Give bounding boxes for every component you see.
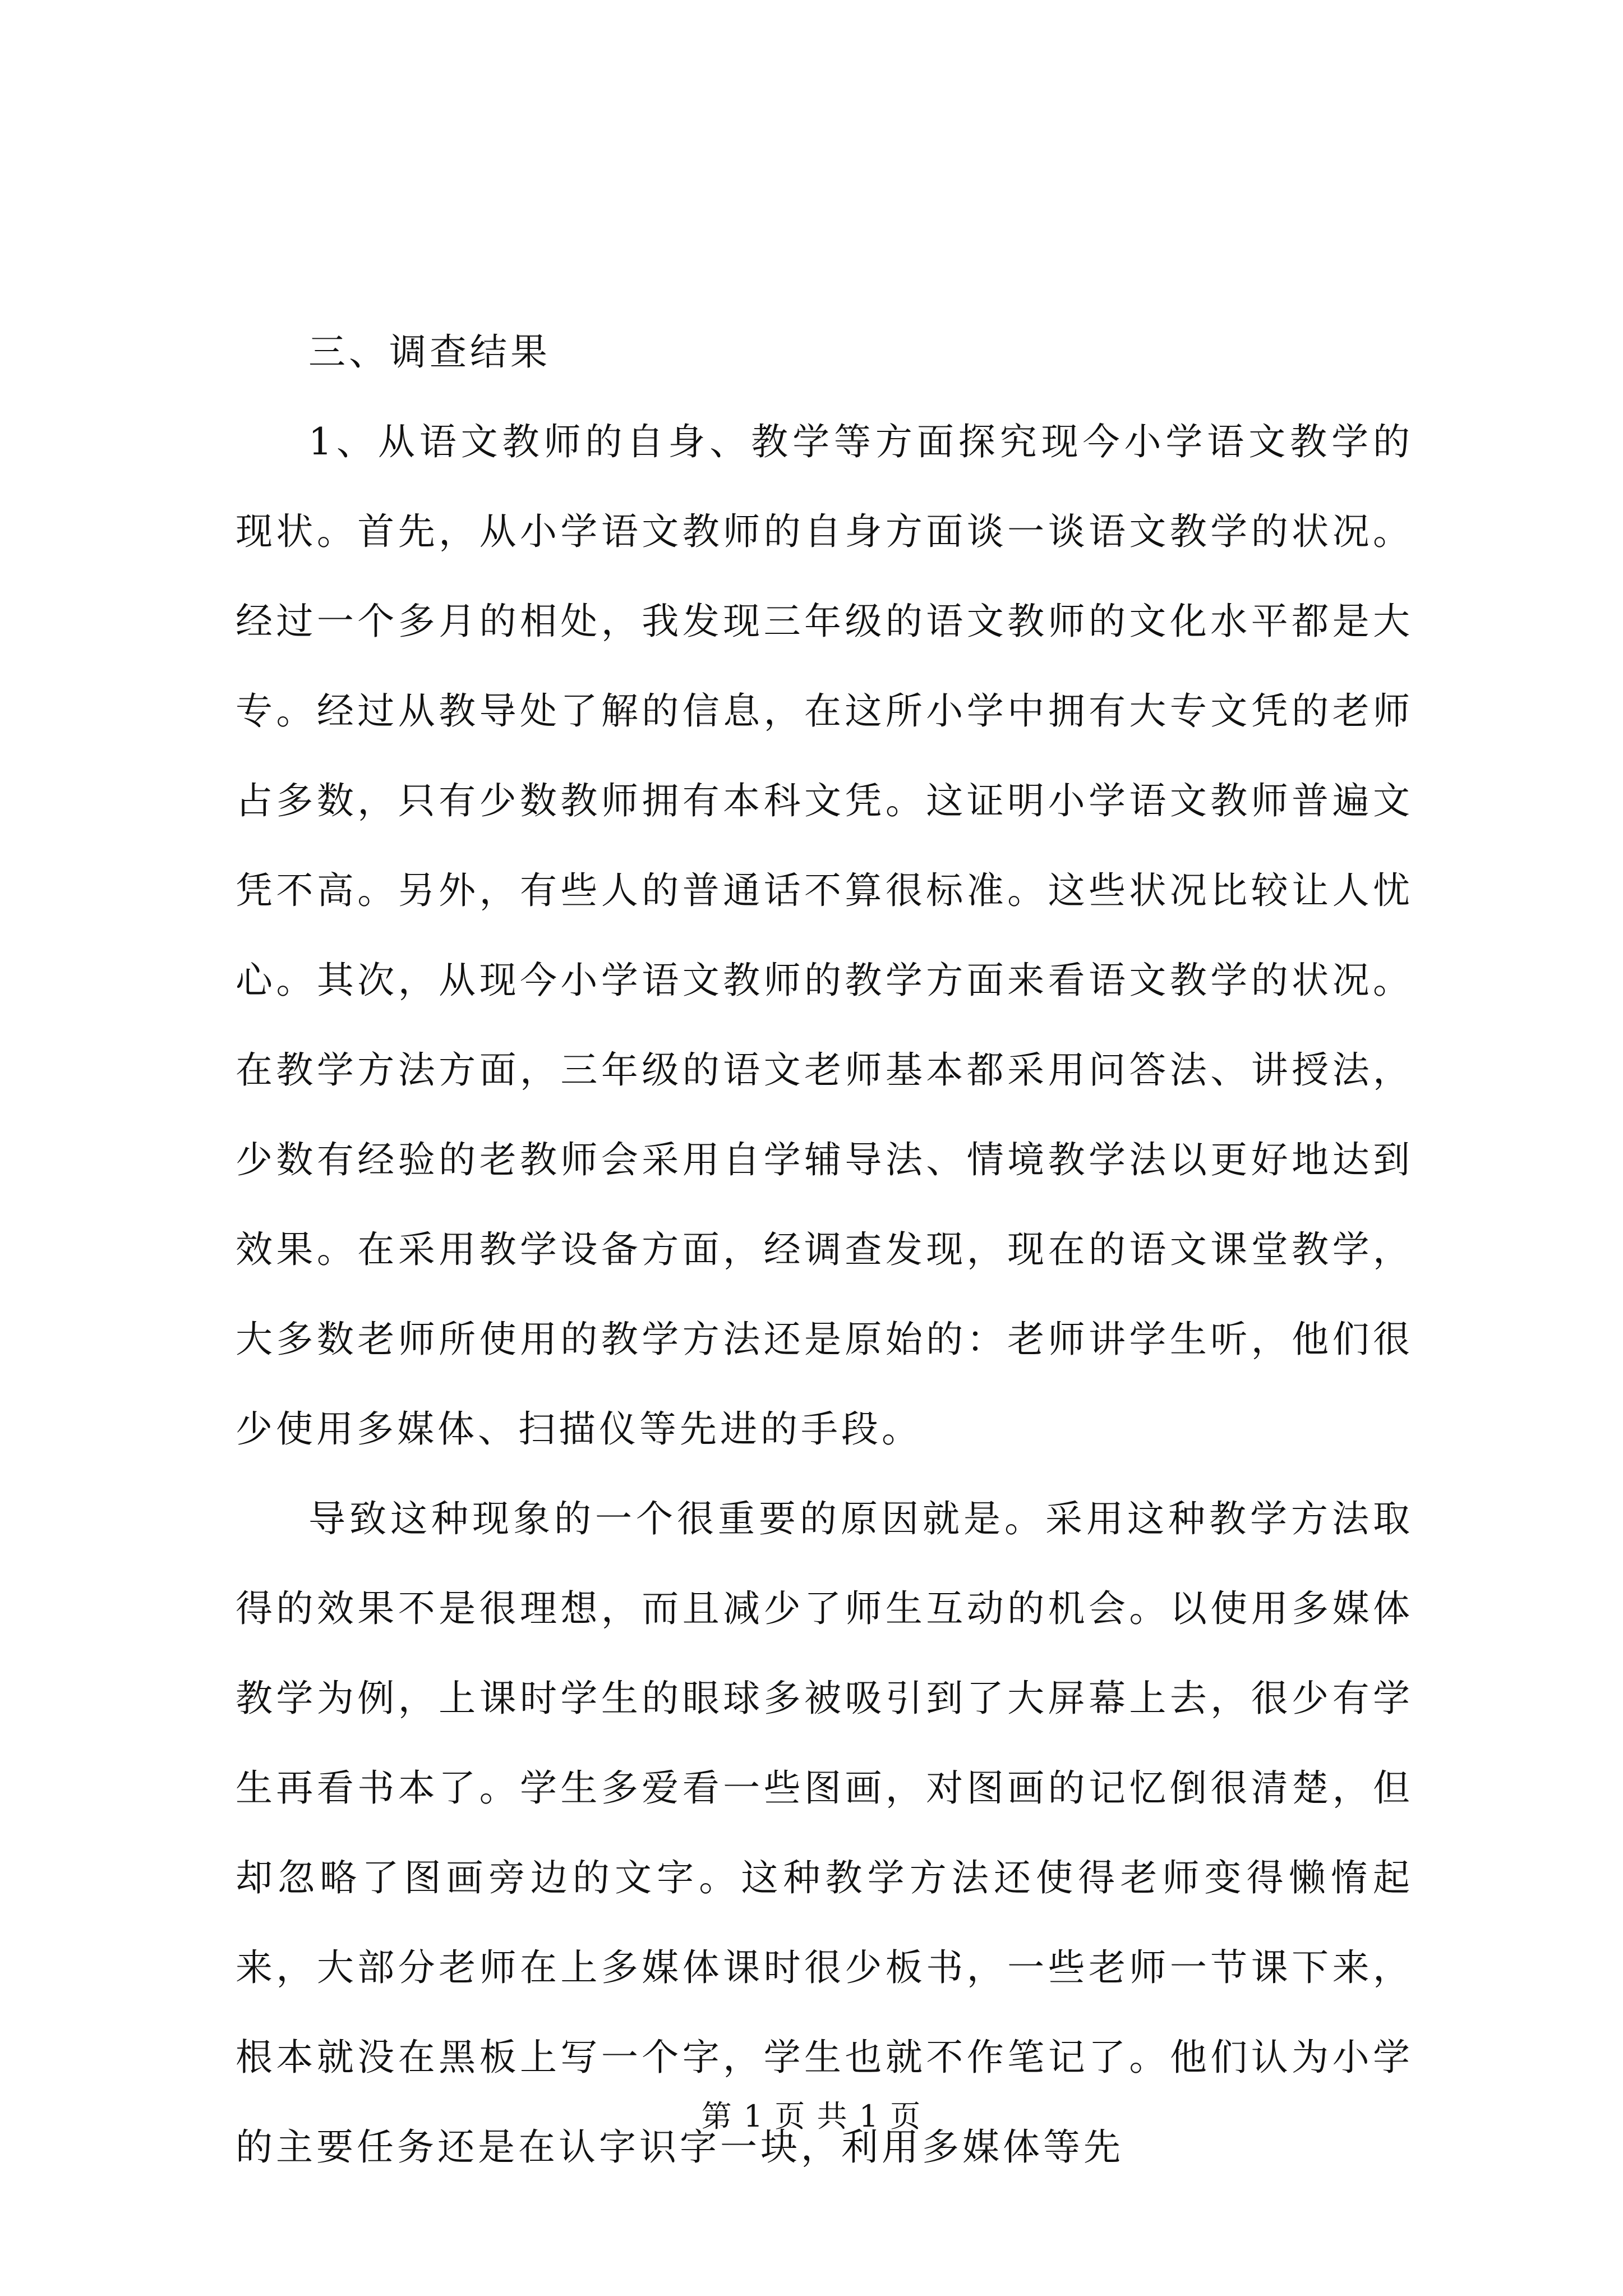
paragraph-1: 1、从语文教师的自身、教学等方面探究现今小学语文教学的现状。首先，从小学语文教师的自身方面谈一谈语文教学的状况。经过一个多月的相处，我发现三年级的语文教师的文化水平都是大专。经过从教导处了解的信息，在这所小学中拥有大专文凭的老师占多数，只有少数教师拥有本科文凭。这证明小学语文教师普遍文凭不高。另外，有些人的普通话不算很标准。这些状况比较让人忧心。其次，从现今小学语文教师的教学方面来看语文教学的状况。在教学方法方面，三年级的语文老师基本都采用问答法、讲授法，少数有经验的老教师会采用自学辅导法、情境教学法以更好地达到效果。在采用教学设备方面，经调查发现，现在的语文课堂教学，大多数老师所使用的教学方法还是原始的：老师讲学生听，他们很少使用多媒体、扫描仪等先进的手段。 bbox=[236, 420, 1413, 1451]
section-heading: 三、调查结果 bbox=[308, 330, 551, 374]
page-footer: 第 1 页 共 1 页 bbox=[701, 2099, 922, 2134]
paragraph-2: 导致这种现象的一个很重要的原因就是。采用这种教学方法取得的效果不是很理想，而且减少了师生互动的机会。以使用多媒体教学为例，上课时学生的眼球多被吸引到了大屏幕上去，很少有学生再看书本了。学生多爱看一些图画，对图画的记忆倒很清楚，但却忽略了图画旁边的文字。这种教学方法还使得老师变得懒惰起来，大部分老师在上多媒体课时很少板书，一些老师一节课下来，根本就没在黑板上写一个字，学生也就不作笔记了。他们认为小学的主要任务还是在认字识字一块，利用多媒体等先 bbox=[236, 1497, 1413, 2169]
document-body bbox=[236, 307, 1413, 2192]
